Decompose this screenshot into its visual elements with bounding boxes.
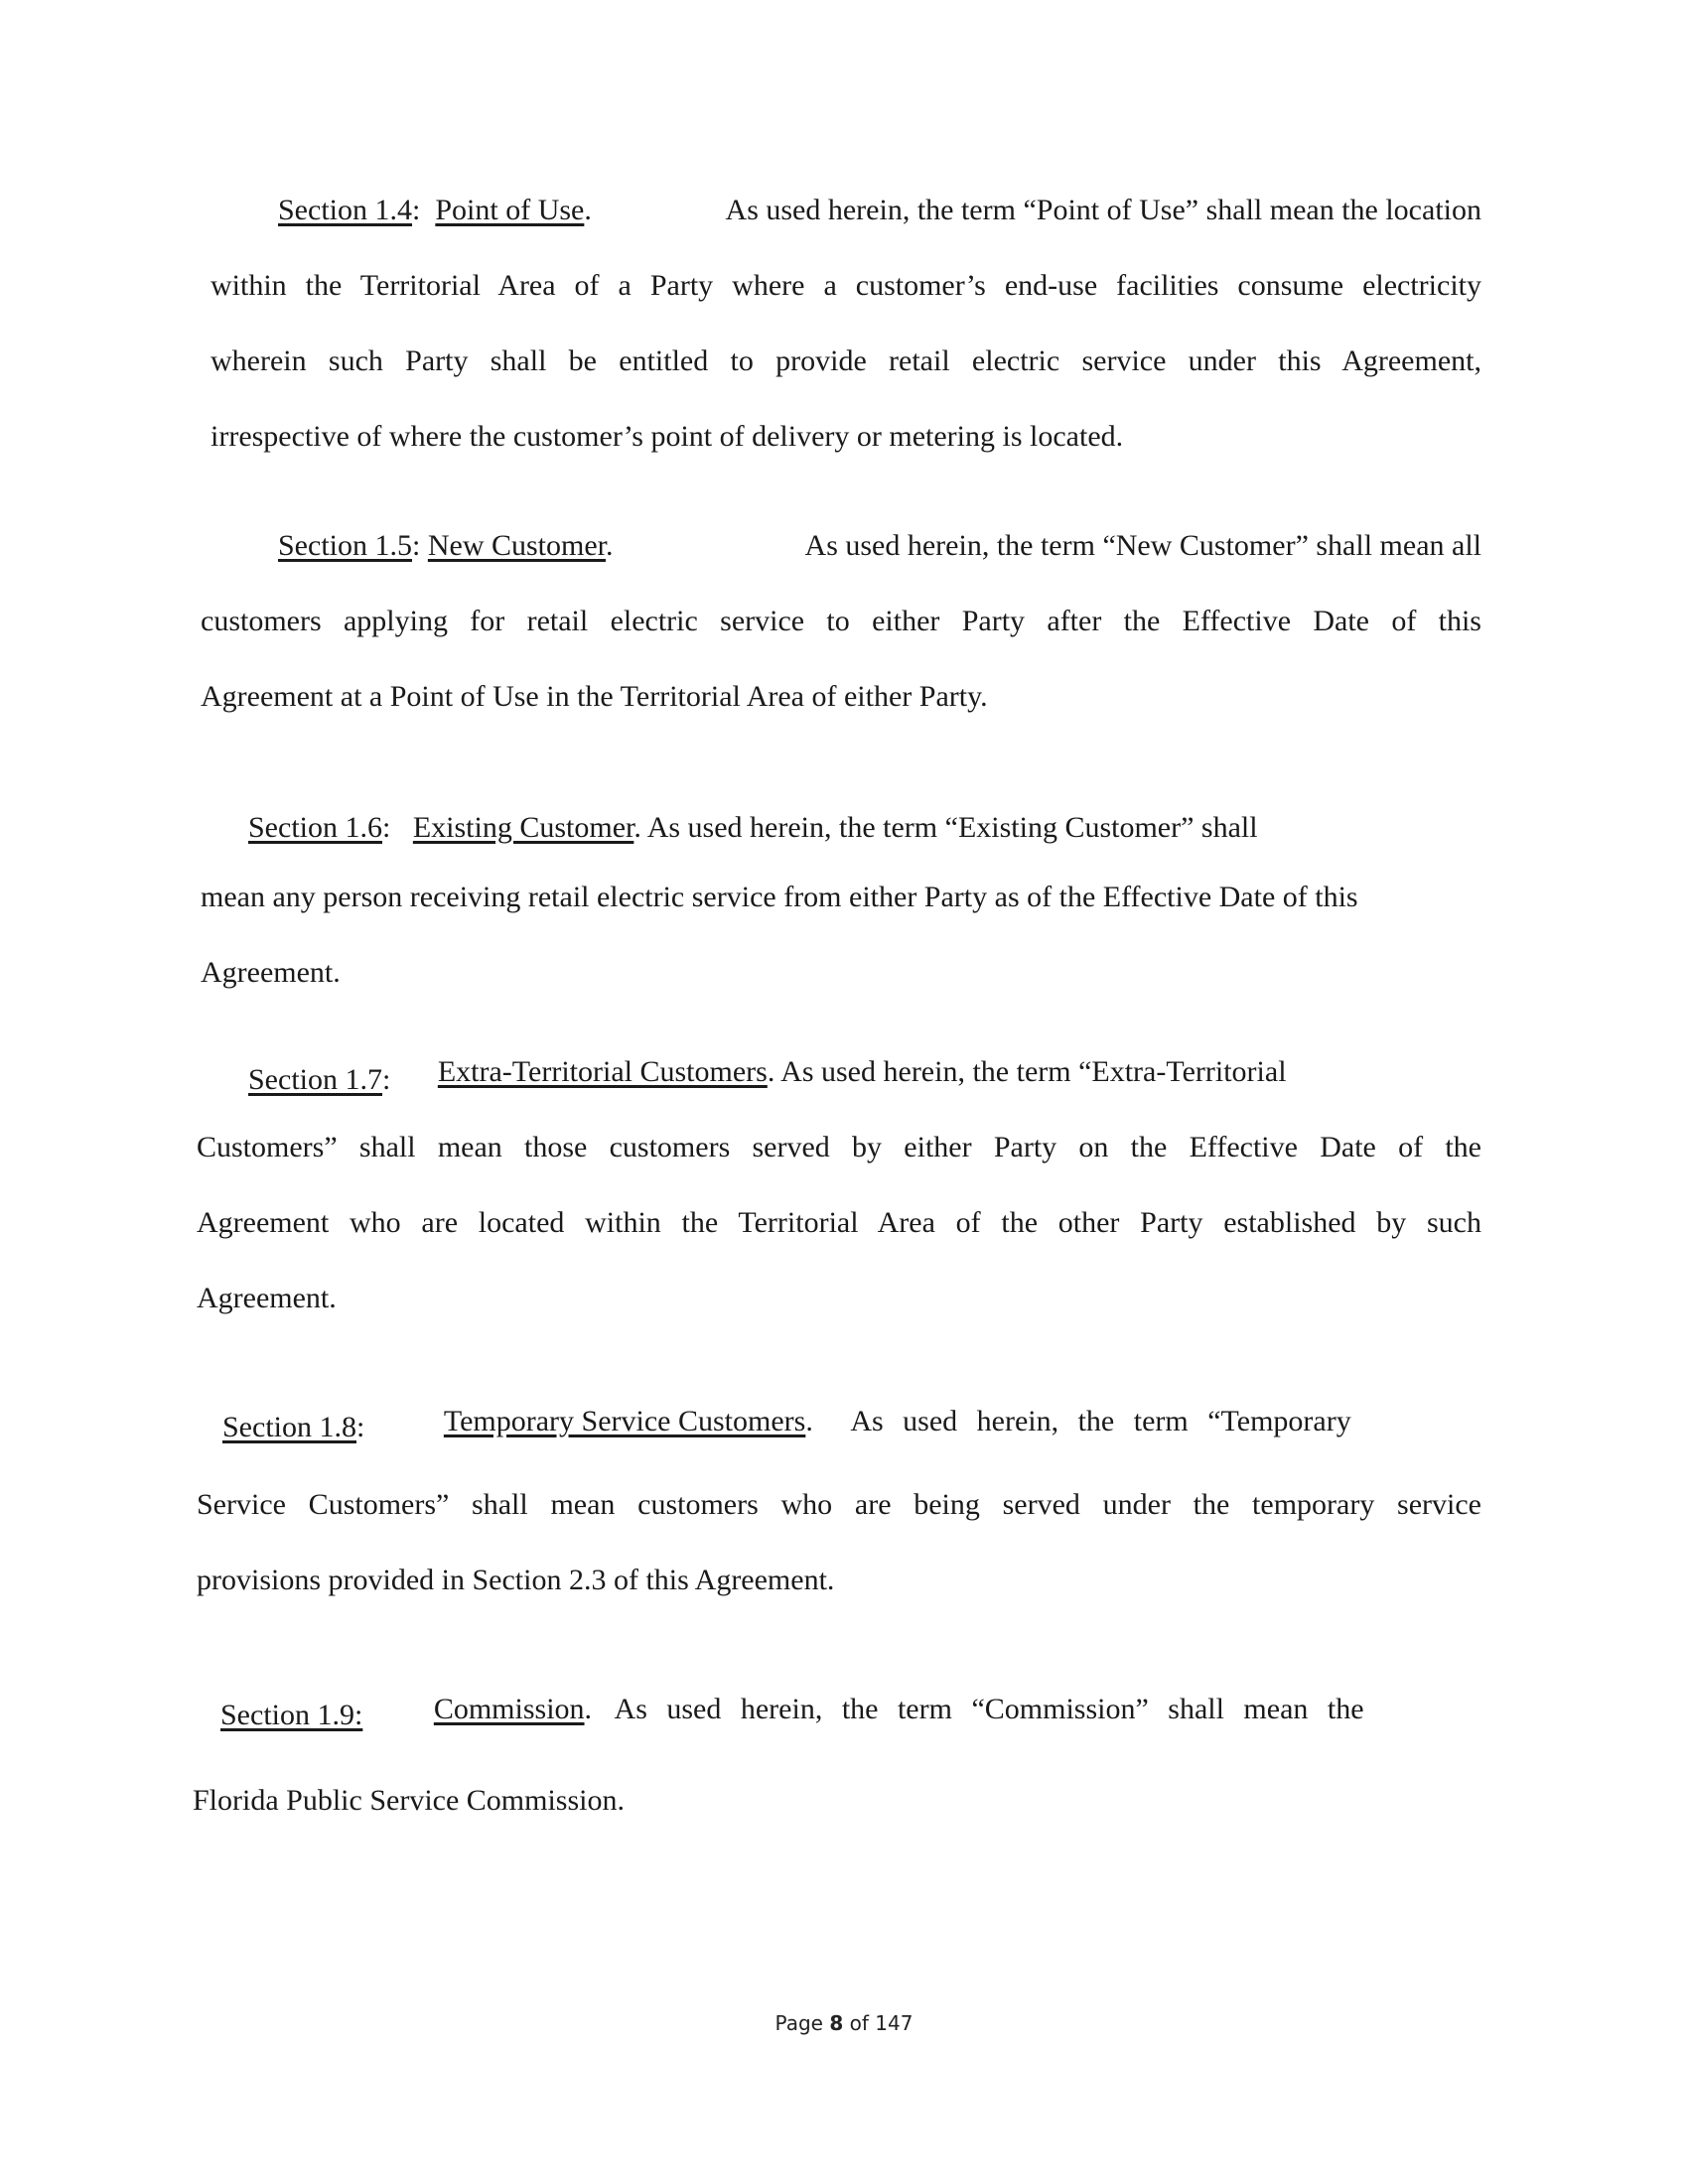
section-text-line: Service Customers” shall mean customers who are being served under the temporary service <box>197 1488 1481 1521</box>
section-heading-line: Section 1.8: Temporary Service Customers. As used herein, the term “Temporary <box>222 1405 1351 1443</box>
section-text: As used herein, the term “Commission” shall mean the <box>614 1693 1364 1725</box>
section-heading: Section 1.4: Point of Use. <box>278 194 592 226</box>
footer-prefix: Page <box>774 2011 830 2035</box>
section-text: As used herein, the term “New Customer” shall mean all <box>804 529 1481 562</box>
section-number: Section 1.5 <box>278 529 412 562</box>
section-title: Temporary Service Customers <box>443 1405 806 1437</box>
section-text-line: Agreement. <box>201 956 341 989</box>
footer-middle: of <box>843 2011 876 2035</box>
current-page-number: 8 <box>829 2011 844 2035</box>
section-number: Section 1.9: <box>220 1699 363 1731</box>
section-heading-line <box>278 193 1481 228</box>
section-text: As used herein, the term “Temporary <box>850 1405 1351 1437</box>
section-text: As used herein, the term “Existing Customer” shall <box>646 811 1258 844</box>
section-number: Section 1.8 <box>222 1411 356 1443</box>
section-number: Section 1.4 <box>278 194 412 226</box>
section-text-line: Customers” shall mean those customers served by either Party on the Effective Date of the <box>197 1131 1481 1163</box>
section-number: Section 1.7 <box>248 1063 382 1096</box>
section-text-line: within the Territorial Area of a Party where a customer’s end-use facilities consume electricity <box>211 269 1481 302</box>
section-text-line: customers applying for retail electric service to either Party after the Effective Date of this <box>201 605 1481 637</box>
section-text-line: Agreement who are located within the Territorial Area of the other Party established by such <box>197 1206 1481 1239</box>
section-text-line: Florida Public Service Commission. <box>193 1784 625 1817</box>
section-heading-line <box>278 528 1481 564</box>
section-text-line: wherein such Party shall be entitled to provide retail electric service under this Agreement, <box>211 344 1481 377</box>
section-heading-line: Section 1.7: Extra-Territorial Customers. As used herein, the term “Extra-Territorial <box>248 1055 1287 1096</box>
section-text-line: provisions provided in Section 2.3 of this Agreement. <box>197 1564 835 1596</box>
section-text-line: Agreement. <box>197 1282 337 1314</box>
section-title: Existing Customer <box>412 811 634 844</box>
section-heading-line: Section 1.6: Existing Customer. As used herein, the term “Existing Customer” shall <box>248 811 1258 844</box>
section-text: As used herein, the term “Extra-Territorial <box>780 1055 1287 1088</box>
section-title: Extra-Territorial Customers <box>437 1055 768 1088</box>
total-page-count: 147 <box>875 2011 914 2035</box>
section-text-line: mean any person receiving retail electric service from either Party as of the Effective Date of this <box>201 881 1358 913</box>
section-text-line: Agreement at a Point of Use in the Territorial Area of either Party. <box>201 680 988 713</box>
section-title: Point of Use <box>435 194 585 226</box>
section-title: Commission <box>433 1693 585 1725</box>
section-text: As used herein, the term “Point of Use” shall mean the location <box>725 194 1481 226</box>
section-number: Section 1.6 <box>248 811 382 844</box>
section-text-line: irrespective of where the customer’s point of delivery or metering is located. <box>211 420 1124 453</box>
section-heading-line: Section 1.9: Commission. As used herein, the term “Commission” shall mean the <box>220 1693 1364 1731</box>
page-footer <box>0 2011 1688 2035</box>
section-title: New Customer <box>427 529 606 562</box>
section-heading: Section 1.5: New Customer. <box>278 529 614 562</box>
